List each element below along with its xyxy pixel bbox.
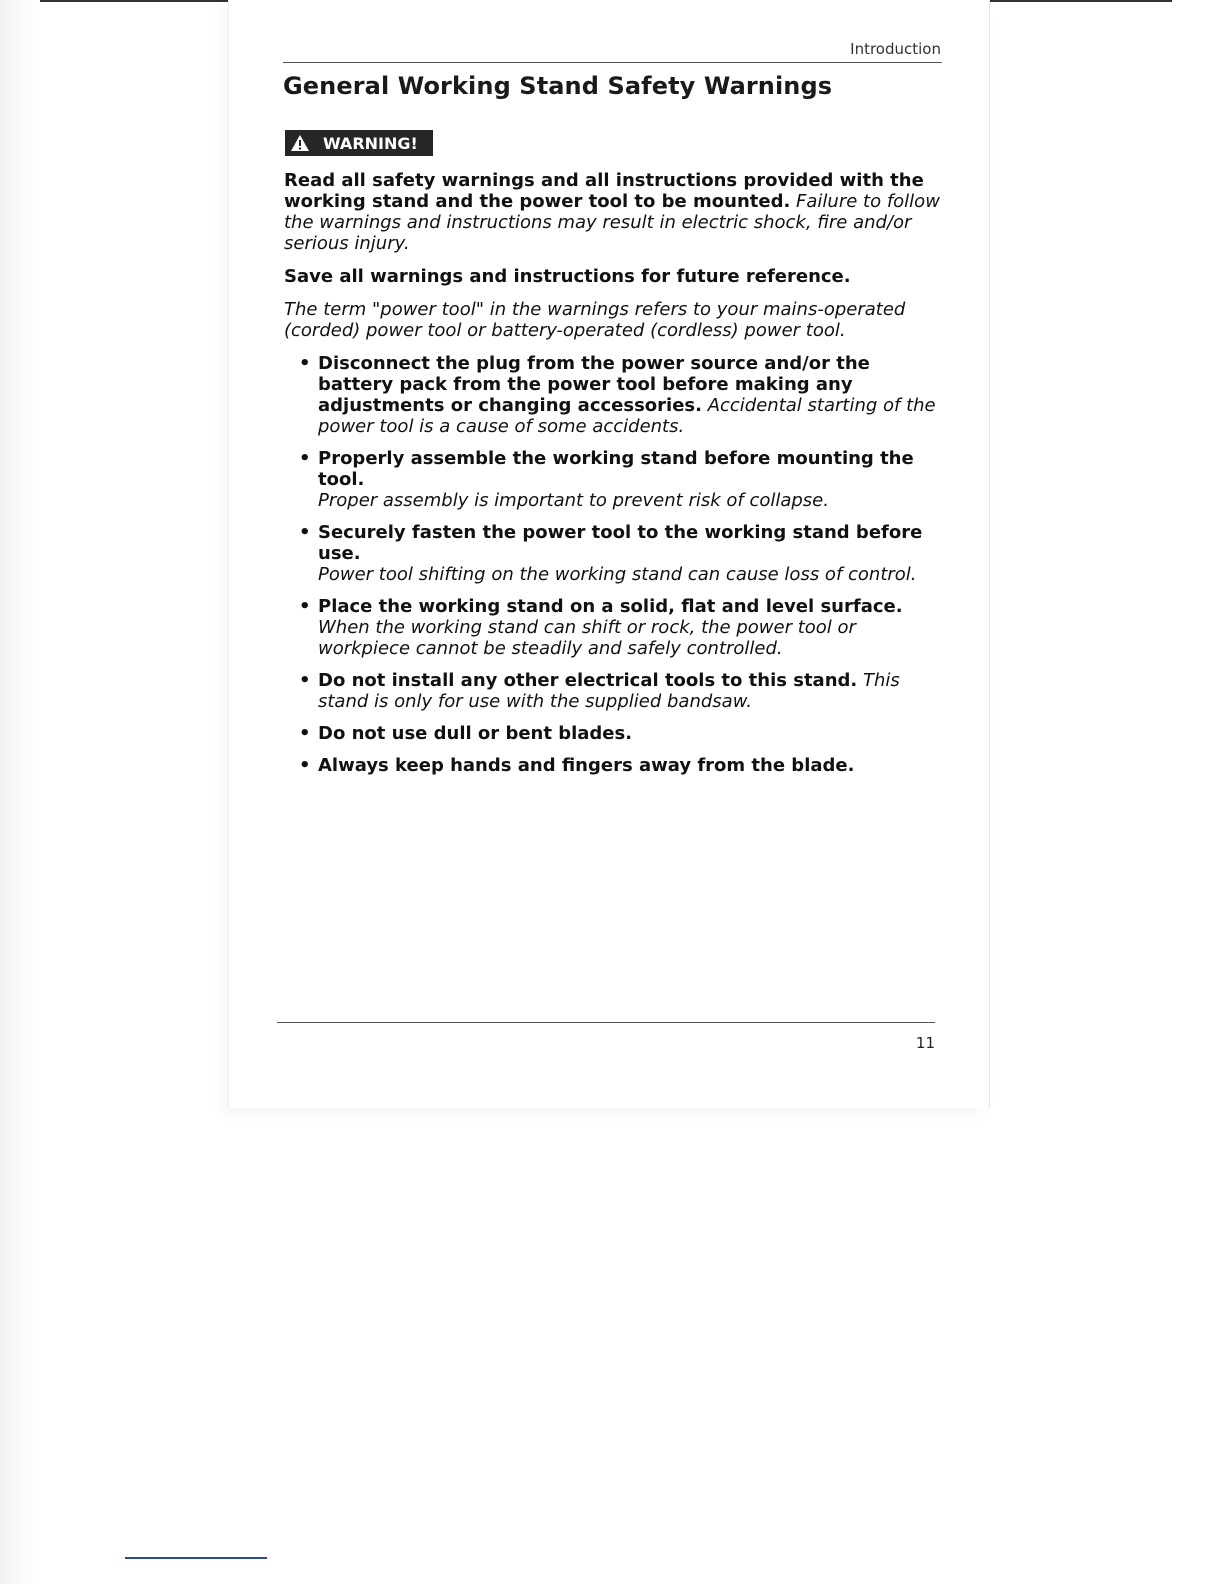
safety-content	[284, 170, 944, 787]
rule-bold-text: Do not use dull or bent blades.	[318, 723, 633, 744]
list-item	[299, 755, 944, 776]
rule-bold-text: Always keep hands and fingers away from the blade.	[318, 755, 855, 776]
list-item	[299, 670, 944, 712]
bullet-icon: •	[299, 448, 311, 469]
bullet-icon: •	[299, 353, 311, 374]
rule-italic-text: When the working stand can shift or rock, the power tool or workpiece cannot be steadily and safely controlled.	[318, 617, 856, 659]
manual-page	[228, 0, 990, 1108]
header-rule	[283, 62, 942, 63]
page-title: General Working Stand Safety Warnings	[283, 72, 833, 100]
intro-bold-text: Read all safety warnings and all instructions provided with the working stand and the power tool to be mounted.	[284, 170, 924, 212]
bullet-icon: •	[299, 755, 311, 776]
rule-bold-text: Securely fasten the power tool to the working stand before use.	[318, 522, 923, 564]
bullet-icon: •	[299, 670, 311, 691]
bullet-icon: •	[299, 596, 311, 617]
warning-label	[285, 130, 433, 156]
page-number: 11	[915, 1034, 935, 1052]
scan-shadow	[0, 0, 40, 1584]
rule-bold-text: Properly assemble the working stand before mounting the tool.	[318, 448, 914, 490]
list-item	[299, 448, 944, 511]
bullet-icon: •	[299, 723, 311, 744]
rule-italic-text: Power tool shifting on the working stand can cause loss of control.	[318, 564, 917, 585]
footer-rule	[277, 1022, 935, 1023]
list-item	[299, 522, 944, 585]
rule-italic-text: This stand is only for use with the supplied bandsaw.	[318, 670, 900, 712]
list-item	[299, 353, 944, 437]
rule-italic-text: Accidental starting of the power tool is a cause of some accidents.	[318, 395, 936, 437]
scan-edge-line	[990, 0, 1172, 2]
save-notice: Save all warnings and instructions for future reference.	[284, 266, 851, 287]
warning-triangle-icon	[289, 133, 311, 153]
rule-bold-text: Do not install any other electrical tools to this stand.	[318, 670, 858, 691]
bullet-icon: •	[299, 522, 311, 543]
rule-bold-text: Place the working stand on a solid, flat and level surface.	[318, 596, 903, 617]
warning-text: WARNING!	[323, 133, 418, 153]
scan-edge-line	[125, 1557, 267, 1559]
running-header: Introduction	[850, 40, 941, 58]
safety-rules-list	[284, 353, 944, 776]
intro-italic-text: Failure to follow the warnings and instructions may result in electric shock, fire and/or serious injury.	[284, 191, 940, 254]
rule-italic-text: Proper assembly is important to prevent risk of collapse.	[318, 490, 829, 511]
term-note: The term "power tool" in the warnings refers to your mains-operated (corded) power tool or battery-operated (cordless) power tool.	[284, 299, 906, 341]
list-item	[299, 596, 944, 659]
list-item	[299, 723, 944, 744]
rule-bold-text: Disconnect the plug from the power source and/or the battery pack from the power tool before making any adjustments or changing accessories.	[318, 353, 870, 416]
intro-paragraph	[284, 170, 944, 254]
scan-edge-line	[40, 0, 228, 2]
